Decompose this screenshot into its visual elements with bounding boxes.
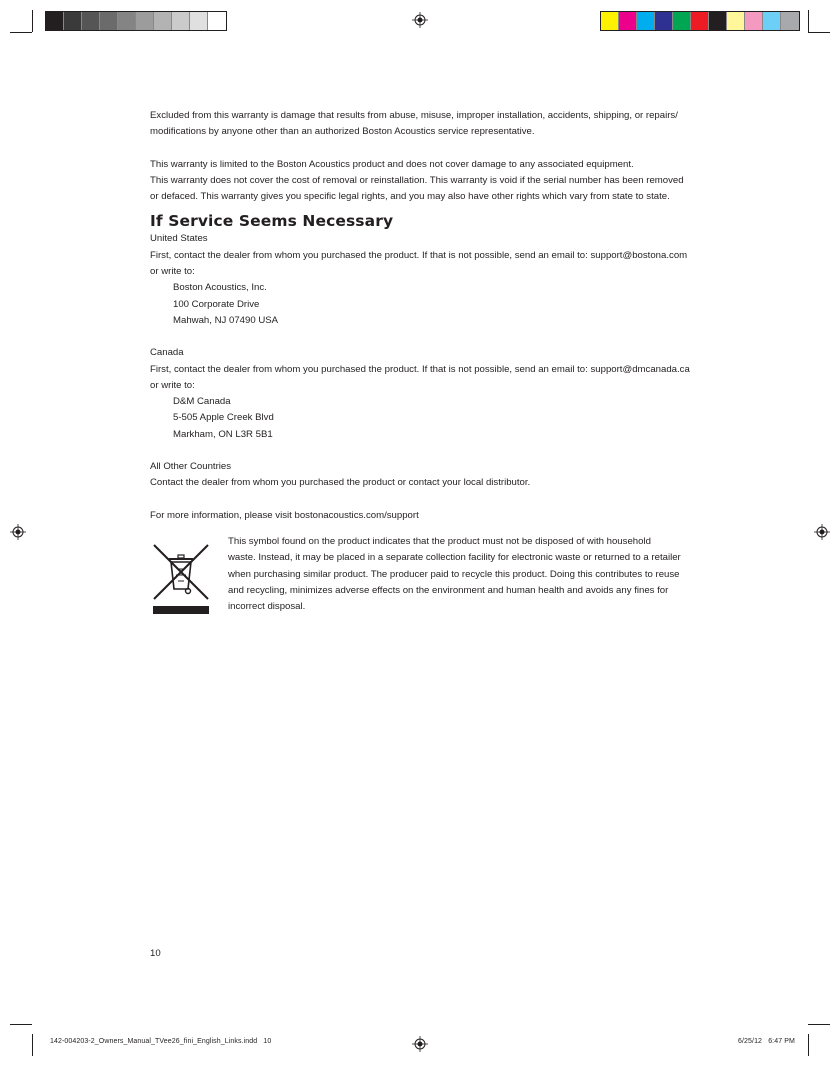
process-color-swatch xyxy=(709,12,727,30)
warranty-limit-line-1: This warranty is limited to the Boston Acoustics product and does not cover damage to any associated equipment. xyxy=(150,158,634,170)
grayscale-swatch xyxy=(100,12,118,30)
us-address-line-3: Mahwah, NJ 07490 USA xyxy=(173,314,279,326)
registration-mark-bottom-icon xyxy=(412,1036,428,1052)
process-color-swatch xyxy=(601,12,619,30)
grayscale-swatch xyxy=(46,12,64,30)
grayscale-color-bar xyxy=(45,11,227,31)
grayscale-swatch xyxy=(82,12,100,30)
canada-instructions-line-1: First, contact the dealer from whom you purchased the product. If that is not possible, send an email to: support@dmcanada.ca xyxy=(150,363,690,375)
grayscale-swatch xyxy=(154,12,172,30)
us-label: United States xyxy=(150,233,208,245)
warranty-limit-line-3: or defaced. This warranty gives you specific legal rights, and you may also have other rights which vary from state to state. xyxy=(150,191,670,203)
process-color-swatch xyxy=(655,12,673,30)
slug-filename: 142-004203-2_Owners_Manual_TVee26_fini_English_Links.indd 10 xyxy=(50,1038,272,1045)
registration-mark-top-icon xyxy=(412,12,428,28)
process-color-bar xyxy=(600,11,800,31)
process-color-swatch xyxy=(727,12,745,30)
service-heading: If Service Seems Necessary xyxy=(150,212,394,231)
page-number: 10 xyxy=(150,948,161,959)
crop-mark-bottom-left-h xyxy=(10,1024,32,1025)
warranty-exclusion-line-1: Excluded from this warranty is damage that results from abuse, misuse, improper installation, accidents, shipping, or repairs/ xyxy=(150,110,678,121)
crop-mark-top-left-h xyxy=(10,32,32,33)
warranty-limit-line-2: This warranty does not cover the cost of removal or reinstallation. This warranty is void if the serial number has been removed xyxy=(150,174,684,186)
crossed-out-wheelie-bin-icon xyxy=(151,541,211,615)
crop-mark-top-right-v xyxy=(808,10,809,32)
weee-notice xyxy=(150,534,716,624)
canada-instructions-line-2: or write to: xyxy=(150,379,195,391)
canada-label: Canada xyxy=(150,347,184,359)
weee-text xyxy=(228,534,716,615)
canada-address-line-2: 5-505 Apple Creek Blvd xyxy=(173,412,274,424)
crop-mark-bottom-right-v xyxy=(808,1034,809,1056)
crop-mark-bottom-left-v xyxy=(32,1034,33,1056)
grayscale-swatch xyxy=(136,12,154,30)
weee-text-line-3: when purchasing similar product. The producer paid to recycle this product. Doing this contributes to reuse xyxy=(228,568,680,580)
canada-address-line-1: D&M Canada xyxy=(173,396,231,408)
process-color-swatch xyxy=(691,12,709,30)
process-color-swatch xyxy=(745,12,763,30)
weee-text-line-2: waste. Instead, it may be placed in a separate collection facility for electronic waste or returned to a retailer xyxy=(228,552,681,564)
other-countries-instructions: Contact the dealer from whom you purchased the product or contact your local distributor. xyxy=(150,477,531,489)
weee-text-line-4: and recycling, minimizes adverse effects on the environment and human health and avoids any fines for xyxy=(228,584,669,596)
weee-text-line-1: This symbol found on the product indicates that the product must not be disposed of with household xyxy=(228,535,651,547)
grayscale-swatch xyxy=(208,12,226,30)
process-color-swatch xyxy=(781,12,799,30)
slug-timestamp: 6/25/12 6:47 PM xyxy=(738,1038,795,1045)
grayscale-swatch xyxy=(190,12,208,30)
grayscale-swatch xyxy=(172,12,190,30)
grayscale-swatch xyxy=(118,12,136,30)
registration-mark-right-icon xyxy=(814,524,830,540)
us-address-line-1: Boston Acoustics, Inc. xyxy=(173,282,267,294)
warranty-exclusion-line-2: modifications by anyone other than an authorized Boston Acoustics service representative. xyxy=(150,126,535,138)
other-countries-label: All Other Countries xyxy=(150,461,232,473)
process-color-swatch xyxy=(673,12,691,30)
grayscale-swatch xyxy=(64,12,82,30)
crop-mark-top-left-v xyxy=(32,10,33,32)
process-color-swatch xyxy=(619,12,637,30)
weee-text-line-5: incorrect disposal. xyxy=(228,601,306,613)
us-instructions-line-2: or write to: xyxy=(150,266,195,278)
us-address-line-2: 100 Corporate Drive xyxy=(173,298,260,310)
more-info-text: For more information, please visit bostonacoustics.com/support xyxy=(150,509,419,521)
canada-address-line-3: Markham, ON L3R 5B1 xyxy=(173,428,273,440)
registration-mark-left-icon xyxy=(10,524,26,540)
crop-mark-top-right-h xyxy=(808,32,830,33)
us-instructions-line-1: First, contact the dealer from whom you purchased the product. If that is not possible, send an email to: support@bostona.com xyxy=(150,249,688,261)
process-color-swatch xyxy=(637,12,655,30)
warranty-content xyxy=(150,108,716,624)
process-color-swatch xyxy=(763,12,781,30)
crop-mark-bottom-right-h xyxy=(808,1024,830,1025)
